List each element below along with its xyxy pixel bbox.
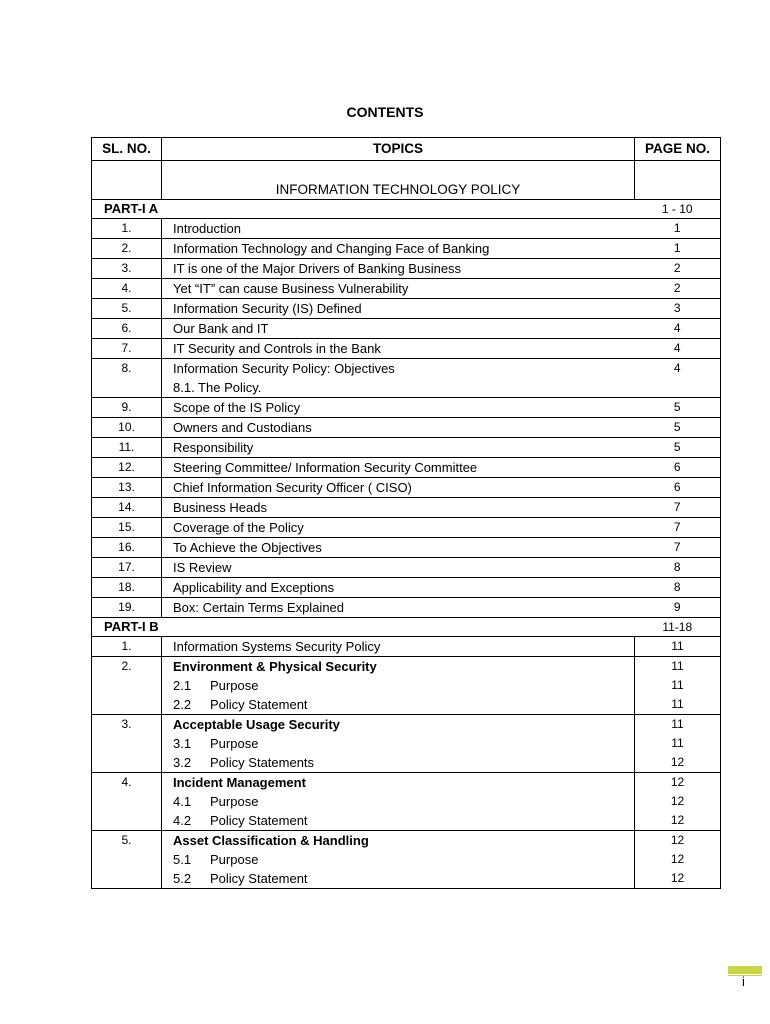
item-page: 1: [635, 239, 721, 259]
topic-line: To Achieve the Objectives: [173, 540, 322, 555]
item-topic: [162, 418, 635, 438]
subtopic-line: [173, 695, 634, 714]
item-number: 9.: [92, 398, 162, 418]
item-number: 2.: [92, 239, 162, 259]
item-topic: [162, 259, 635, 279]
subtopic-number: 4.1: [173, 794, 192, 809]
header-row: [92, 138, 721, 161]
page-no-header: PAGE NO.: [635, 138, 721, 161]
subtopic-text: Policy Statement: [210, 813, 308, 828]
item-pages: [635, 715, 721, 773]
part-b-label: PART-I B: [92, 618, 635, 637]
subtopic-line: [173, 792, 634, 811]
table-row: [92, 598, 721, 618]
table-row: [92, 239, 721, 259]
contents-table: [91, 137, 721, 889]
item-page: 7: [635, 518, 721, 538]
item-page: 8: [635, 578, 721, 598]
topic-line: IS Review: [173, 560, 232, 575]
topic-line: IT Security and Controls in the Bank: [173, 341, 381, 356]
table-row: [92, 518, 721, 538]
subtopic-text: Purpose: [210, 852, 259, 867]
table-row: [92, 498, 721, 518]
item-topic: [162, 359, 635, 398]
item-number: 1.: [92, 637, 162, 657]
item-number: 5.: [92, 299, 162, 319]
subtopic-line: [173, 850, 634, 869]
item-number: 12.: [92, 458, 162, 478]
table-row: [92, 715, 721, 773]
policy-title: INFORMATION TECHNOLOGY POLICY: [162, 161, 635, 200]
subtopic-number: 5.1: [173, 852, 192, 867]
topic-line: Yet “IT” can cause Business Vulnerability: [173, 281, 409, 296]
item-topic: [162, 299, 635, 319]
item-topic: [162, 219, 635, 239]
item-topic: [162, 831, 635, 889]
topic-line: Information Security Policy: Objectives: [173, 361, 395, 376]
item-topic: [162, 398, 635, 418]
table-row: [92, 299, 721, 319]
subtopic-line: [173, 676, 634, 695]
part-b-pages: 11-18: [635, 618, 721, 637]
page-entry: 11: [671, 678, 684, 692]
topic-line: Introduction: [173, 221, 241, 236]
item-number: 7.: [92, 339, 162, 359]
item-page: 2: [635, 259, 721, 279]
subtopic-text: Policy Statement: [210, 697, 308, 712]
item-number: 15.: [92, 518, 162, 538]
item-number: 11.: [92, 438, 162, 458]
item-number: 19.: [92, 598, 162, 618]
part-a-pages: 1 - 10: [635, 200, 721, 219]
item-page: 8: [635, 558, 721, 578]
item-page: 5: [635, 418, 721, 438]
policy-title-row: [92, 161, 721, 200]
topic-line: Our Bank and IT: [173, 321, 269, 336]
table-row: [92, 773, 721, 831]
page-entry: 12: [670, 813, 685, 827]
sl-no-header: SL. NO.: [92, 138, 162, 161]
page-entry: 12: [670, 833, 685, 847]
item-topic: [162, 558, 635, 578]
item-topic: [162, 498, 635, 518]
item-pages: [635, 831, 721, 889]
item-page: 6: [635, 478, 721, 498]
subtopic-line: [173, 734, 634, 753]
page-title: CONTENTS: [346, 104, 424, 120]
topic-heading: Acceptable Usage Security: [173, 717, 340, 732]
topic-heading: Environment & Physical Security: [173, 659, 377, 674]
table-row: [92, 831, 721, 889]
subtopic-number: 5.2: [173, 871, 192, 886]
table-row: [92, 219, 721, 239]
subtopic-number: 3.2: [173, 755, 192, 770]
item-page: 3: [635, 299, 721, 319]
table-row: [92, 319, 721, 339]
topic-heading: Incident Management: [173, 775, 306, 790]
page-entry: 12: [670, 852, 685, 866]
item-number: 17.: [92, 558, 162, 578]
item-number: 14.: [92, 498, 162, 518]
part-a-label: PART-I A: [92, 200, 635, 219]
table-row: [92, 458, 721, 478]
item-number: 6.: [92, 319, 162, 339]
item-topic: [162, 657, 635, 715]
item-number: 5.: [92, 831, 162, 889]
item-page: 5: [635, 398, 721, 418]
item-topic: [162, 478, 635, 498]
page-entry: 11: [671, 717, 684, 731]
subtopic-line: [173, 869, 634, 888]
item-page: 6: [635, 458, 721, 478]
item-pages: [635, 773, 721, 831]
table-row: [92, 438, 721, 458]
item-pages: [635, 657, 721, 715]
subtopic-line: [173, 753, 634, 772]
table-row: [92, 637, 721, 657]
page-entry: 11: [671, 639, 684, 653]
page-entry: 12: [670, 871, 685, 885]
item-number: 2.: [92, 657, 162, 715]
item-page: 1: [635, 219, 721, 239]
table-row: [92, 578, 721, 598]
item-number: 16.: [92, 538, 162, 558]
topic-line: Steering Committee/ Information Security Committee: [173, 460, 478, 475]
item-number: 1.: [92, 219, 162, 239]
subtopic-number: 2.2: [173, 697, 192, 712]
item-page: 4: [635, 319, 721, 339]
item-page: 4: [635, 339, 721, 359]
table-row: [92, 478, 721, 498]
item-pages: [635, 637, 721, 657]
item-topic: [162, 637, 635, 657]
topic-heading: Information Systems Security Policy: [173, 639, 381, 654]
page-number: i: [742, 974, 745, 989]
page-entry: 12: [670, 794, 685, 808]
topic-line: 8.1. The Policy.: [173, 380, 262, 395]
subtopic-text: Purpose: [210, 678, 259, 693]
item-number: 18.: [92, 578, 162, 598]
page-entry: 12: [670, 775, 685, 789]
topic-line: Box: Certain Terms Explained: [173, 600, 345, 615]
item-page: 9: [635, 598, 721, 618]
subtopic-text: Purpose: [210, 794, 259, 809]
page-entry: 12: [670, 755, 685, 769]
footer-accent-bar: [728, 966, 762, 974]
item-topic: [162, 518, 635, 538]
topic-line: Scope of the IS Policy: [173, 400, 301, 415]
topic-line: Information Security (IS) Defined: [173, 301, 362, 316]
subtopic-number: 3.1: [173, 736, 192, 751]
topic-heading: Asset Classification & Handling: [173, 833, 369, 848]
item-number: 3.: [92, 259, 162, 279]
subtopic-text: Purpose: [210, 736, 259, 751]
item-topic: [162, 598, 635, 618]
page-entry: 11: [671, 659, 684, 673]
topic-line: Applicability and Exceptions: [173, 580, 335, 595]
item-topic: [162, 279, 635, 299]
item-topic: [162, 339, 635, 359]
page-entry: 11: [671, 697, 684, 711]
item-page: 4: [635, 359, 721, 398]
part-b-row: [92, 618, 721, 637]
item-topic: [162, 458, 635, 478]
topic-line: IT is one of the Major Drivers of Banking Business: [173, 261, 462, 276]
item-topic: [162, 319, 635, 339]
topic-line: Coverage of the Policy: [173, 520, 304, 535]
item-topic: [162, 773, 635, 831]
table-row: [92, 259, 721, 279]
table-row: [92, 339, 721, 359]
subtopic-text: Policy Statement: [210, 871, 308, 886]
item-topic: [162, 438, 635, 458]
item-page: 7: [635, 538, 721, 558]
topic-line: Chief Information Security Officer ( CISO): [173, 480, 412, 495]
subtopic-number: 4.2: [173, 813, 192, 828]
item-page: 5: [635, 438, 721, 458]
item-number: 8.: [92, 359, 162, 398]
item-topic: [162, 715, 635, 773]
part-a-row: [92, 200, 721, 219]
topics-header: TOPICS: [162, 138, 635, 161]
item-page: 7: [635, 498, 721, 518]
item-number: 4.: [92, 773, 162, 831]
footer-accent-line: [728, 975, 762, 976]
item-number: 4.: [92, 279, 162, 299]
topic-line: Responsibility: [173, 440, 254, 455]
item-page: 2: [635, 279, 721, 299]
topic-line: Business Heads: [173, 500, 267, 515]
table-row: [92, 538, 721, 558]
item-number: 3.: [92, 715, 162, 773]
item-topic: [162, 239, 635, 259]
table-row: [92, 398, 721, 418]
subtopic-line: [173, 811, 634, 830]
page-entry: 11: [671, 736, 684, 750]
subtopic-text: Policy Statements: [210, 755, 315, 770]
item-topic: [162, 538, 635, 558]
item-topic: [162, 578, 635, 598]
topic-line: Owners and Custodians: [173, 420, 312, 435]
topic-line: Information Technology and Changing Face of Banking: [173, 241, 490, 256]
table-row: [92, 279, 721, 299]
item-number: 13.: [92, 478, 162, 498]
table-row: [92, 359, 721, 398]
item-number: 10.: [92, 418, 162, 438]
table-row: [92, 657, 721, 715]
table-row: [92, 558, 721, 578]
subtopic-number: 2.1: [173, 678, 192, 693]
table-row: [92, 418, 721, 438]
